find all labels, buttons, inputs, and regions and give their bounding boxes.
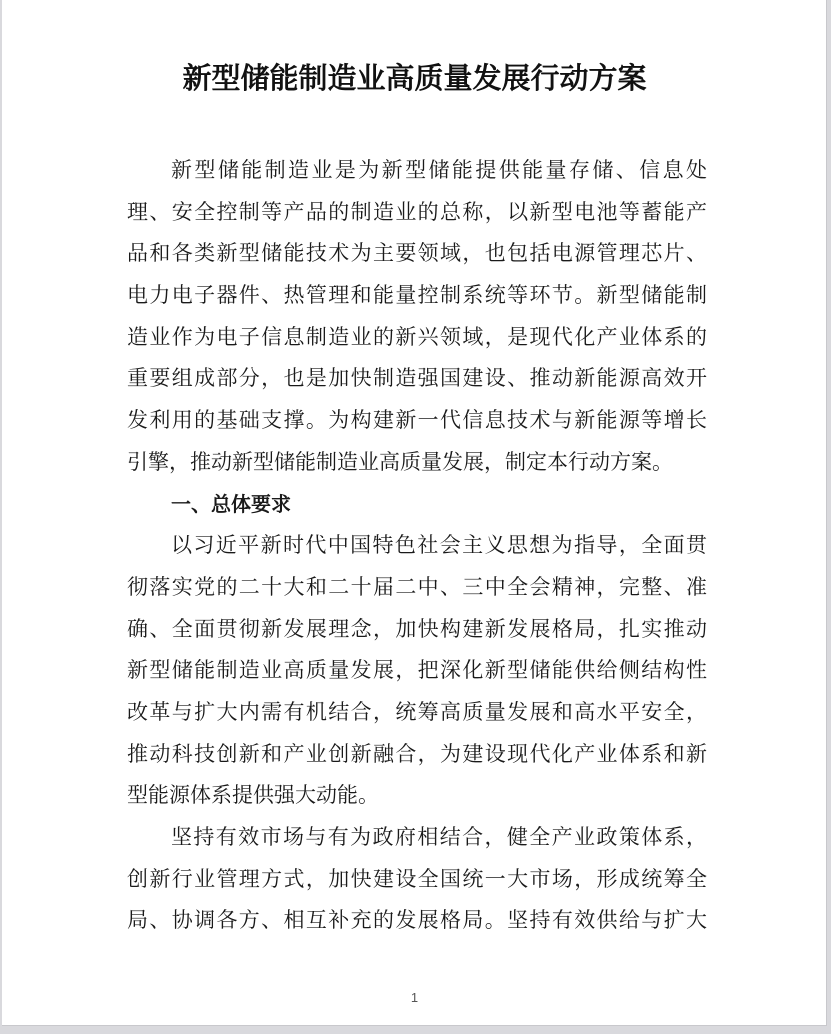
paragraph-line: 以习近平新时代中国特色社会主义思想为指导，全面贯 <box>171 533 707 558</box>
paragraph-line: 引擎，推动新型储能制造业高质量发展，制定本行动方案。 <box>127 449 673 474</box>
paragraph-line: 确、全面贯彻新发展理念，加快构建新发展格局，扎实推动 <box>127 616 707 641</box>
document-page <box>2 0 827 1026</box>
paragraph-line: 理、安全控制等产品的制造业的总称，以新型电池等蓄能产 <box>127 199 707 224</box>
paragraph-2 <box>127 525 707 817</box>
paragraph-line: 新型储能制造业高质量发展，把深化新型储能供给侧结构性 <box>127 658 707 683</box>
document-title: 新型储能制造业高质量发展行动方案 <box>182 61 647 95</box>
paragraph-line: 新型储能制造业是为新型储能提供能量存储、信息处 <box>171 158 707 182</box>
paragraph-line: 局、协调各方、相互补充的发展格局。坚持有效供给与扩大 <box>127 908 707 933</box>
paragraph-line: 型能源体系提供强大动能。 <box>127 783 379 808</box>
page-number: 1 <box>410 990 419 1005</box>
paragraph-line: 推动科技创新和产业创新融合，为建设现代化产业体系和新 <box>127 741 707 766</box>
paragraph-line: 坚持有效市场与有为政府相结合，健全产业政策体系， <box>171 825 707 849</box>
paragraph-line: 改革与扩大内需有机结合，统筹高质量发展和高水平安全， <box>127 699 707 724</box>
paragraph-line: 电力电子器件、热管理和能量控制系统等环节。新型储能制 <box>127 283 707 308</box>
paragraph-line: 重要组成部分，也是加快制造强国建设、推动新能源高效开 <box>127 366 707 391</box>
paragraph-line: 品和各类新型储能技术为主要领域，也包括电源管理芯片、 <box>127 241 707 266</box>
paragraph-1 <box>127 150 707 484</box>
section-heading: 一、总体要求 <box>171 491 291 516</box>
paragraph-3 <box>127 817 707 942</box>
paragraph-line: 发利用的基础支撑。为构建新一代信息技术与新能源等增长 <box>127 408 707 433</box>
document-body <box>127 150 707 942</box>
paragraph-line: 彻落实党的二十大和二十届二中、三中全会精神，完整、准 <box>127 574 707 599</box>
paragraph-line: 造业作为电子信息制造业的新兴领域，是现代化产业体系的 <box>127 324 707 349</box>
paragraph-line: 创新行业管理方式，加快建设全国统一大市场，形成统筹全 <box>127 866 707 891</box>
